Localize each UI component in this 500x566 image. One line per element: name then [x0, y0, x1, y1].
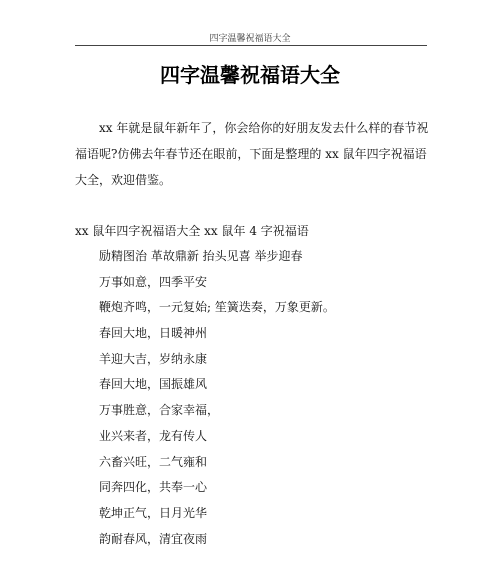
blessing-phrase: 六畜兴旺，二气雍和: [99, 454, 208, 469]
intro-paragraph: [75, 115, 427, 193]
blessing-phrase: 乾坤正气，日月光华: [99, 505, 208, 520]
blessing-phrase-list: [99, 247, 335, 555]
blessing-phrase: 韵耐春风，清宜夜雨: [99, 531, 208, 546]
blessing-phrase: 春回大地，国振雄风: [99, 377, 208, 392]
blessing-phrase: 万事如意，四季平安: [99, 274, 208, 289]
blessing-phrase: 鞭炮齐鸣，一元复始; 笙簧迭奏，万象更新。: [99, 300, 335, 315]
cut-off-text-line: [99, 559, 209, 566]
blessing-phrase: 业兴来者，龙有传人: [99, 428, 208, 443]
running-header: 四字温馨祝福语大全: [209, 34, 291, 44]
blessing-phrase: 万事胜意，合家幸福，: [99, 403, 220, 418]
blessing-phrase: 羊迎大吉，岁纳永康: [99, 351, 208, 366]
blessing-phrase: 同奔四化，共奉一心: [99, 480, 208, 495]
blessing-phrase: 励精图治 革故鼎新 抬头见喜 举步迎春: [99, 249, 303, 263]
document-title: 四字温馨祝福语大全: [160, 63, 340, 87]
header-divider: [75, 45, 427, 46]
blessing-phrase: 春回大地，日暖神州: [99, 326, 208, 341]
intro-line: 福语呢?仿佛去年春节还在眼前，下面是整理的 xx 鼠年四字祝福语: [75, 147, 427, 161]
intro-line: xx 年就是鼠年新年了，你会给你的好朋友发去什么样的春节祝: [99, 121, 429, 135]
intro-line: 大全，欢迎借鉴。: [75, 173, 172, 187]
section-heading: xx 鼠年四字祝福语大全 xx 鼠年 4 字祝福语: [75, 224, 309, 238]
